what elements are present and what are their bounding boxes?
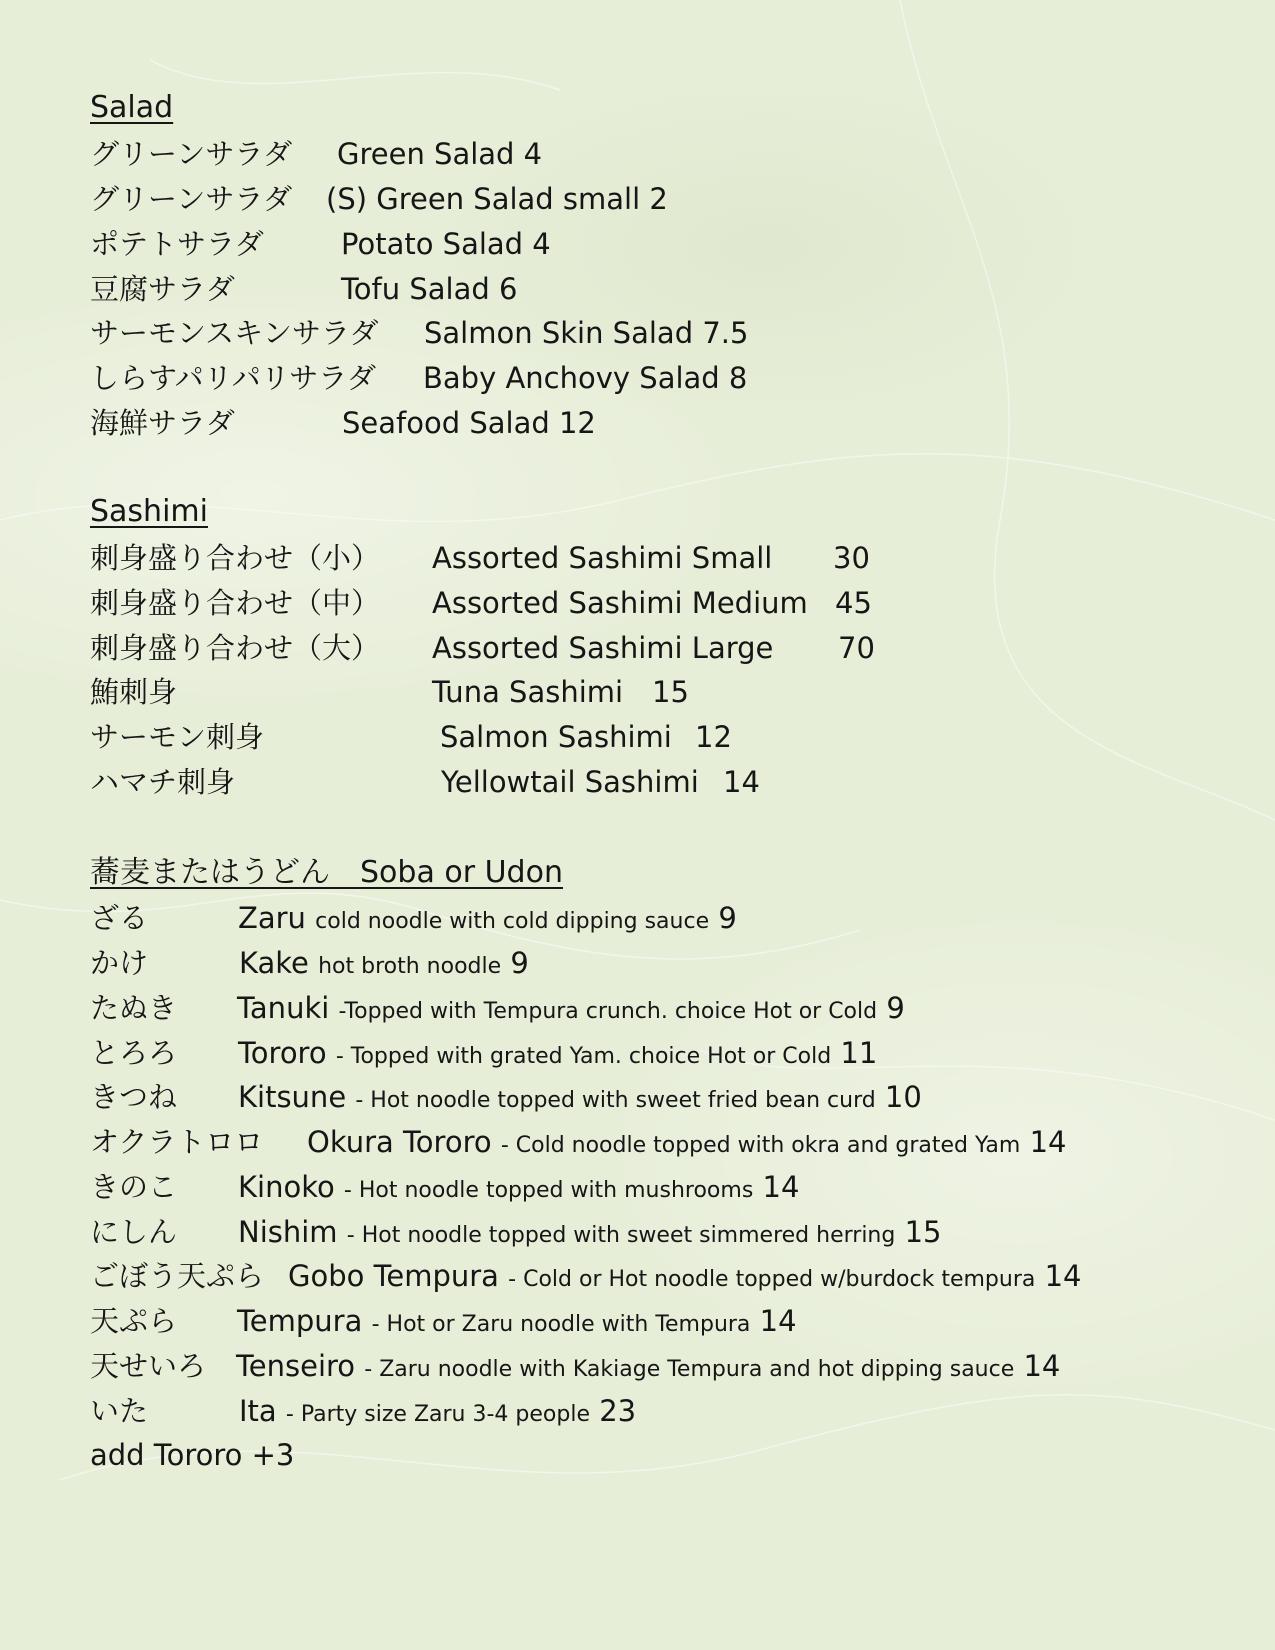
salad-item-en: Salmon Skin Salad 7.5 <box>424 316 749 350</box>
sashimi-item-price: 45 <box>835 586 872 620</box>
salad-item-ja: 海鮮サラダ <box>90 406 235 440</box>
salad-item-ja: 豆腐サラダ <box>90 272 235 306</box>
noodle-item-desc: - Cold or Hot noodle topped w/burdock tempura <box>508 1267 1036 1292</box>
sashimi-item-ja: 鮪刺身 <box>90 675 178 709</box>
noodle-item-ja: とろろ <box>90 1036 178 1070</box>
noodle-item-price: 15 <box>904 1215 942 1249</box>
noodle-item-price: 9 <box>510 946 529 980</box>
noodle-item-ja: いた <box>90 1394 149 1428</box>
sashimi-heading: Sashimi <box>90 494 208 529</box>
noodle-item-name: Tempura <box>237 1304 363 1338</box>
noodle-item-price: 11 <box>840 1036 878 1070</box>
sashimi-item-ja: ハマチ刺身 <box>90 765 236 799</box>
noodle-item-name: Okura Tororo <box>307 1125 492 1159</box>
noodle-item-ja: にしん <box>90 1215 178 1249</box>
noodle-item-desc: - Party size Zaru 3-4 people <box>285 1402 590 1427</box>
noodle-item-price: 14 <box>762 1170 800 1204</box>
salad-item-ja: しらすパリパリサラダ <box>90 361 376 395</box>
sashimi-item-en: Assorted Sashimi Medium <box>432 586 808 620</box>
sashimi-item-ja: 刺身盛り合わせ（小） <box>90 541 381 575</box>
noodle-addon: add Tororo +3 <box>90 1438 295 1472</box>
salad-heading: Salad <box>90 90 174 125</box>
sashimi-item-en: Assorted Sashimi Large <box>432 631 774 665</box>
noodle-item-name: Nishim <box>238 1215 338 1249</box>
noodle-item-name: Zaru <box>238 901 306 935</box>
salad-item-ja: ポテトサラダ <box>90 227 264 261</box>
noodle-item-desc: - Zaru noodle with Kakiage Tempura and hot dipping sauce <box>364 1357 1015 1382</box>
sashimi-item-ja: 刺身盛り合わせ（中） <box>90 586 381 620</box>
noodles-heading: 蕎麦またはうどん Soba or Udon <box>90 855 563 890</box>
noodle-item-desc: - Hot noodle topped with mushrooms <box>343 1178 754 1203</box>
noodle-item-desc: - Hot or Zaru noodle with Tempura <box>371 1312 751 1337</box>
noodle-item-ja: オクラトロロ <box>90 1125 264 1159</box>
noodle-item-name: Tenseiro <box>236 1349 356 1383</box>
sashimi-item-en: Salmon Sashimi <box>440 720 672 754</box>
noodle-item-price: 9 <box>718 901 737 935</box>
noodle-item-ja: たぬき <box>90 991 178 1025</box>
sashimi-item-price: 12 <box>695 720 732 754</box>
sashimi-item-price: 30 <box>833 541 870 575</box>
salad-item-en: Seafood Salad 12 <box>342 406 596 440</box>
salad-item-ja: グリーンサラダ <box>90 182 293 216</box>
noodle-item-name: Tanuki <box>237 991 330 1025</box>
noodle-item-price: 14 <box>759 1304 797 1338</box>
sashimi-item-price: 15 <box>652 675 689 709</box>
noodle-item-price: 14 <box>1029 1125 1067 1159</box>
salad-item-en: (S) Green Salad small 2 <box>326 182 668 216</box>
noodle-item-price: 14 <box>1023 1349 1061 1383</box>
noodle-item-desc: - Topped with grated Yam. choice Hot or Cold <box>335 1044 832 1069</box>
salad-item-ja: サーモンスキンサラダ <box>90 316 379 350</box>
salad-item-en: Green Salad 4 <box>337 137 543 171</box>
noodle-item-desc: hot broth noodle <box>318 954 502 979</box>
noodle-item-ja: ごぼう天ぷら <box>90 1259 265 1293</box>
noodle-item-name: Ita <box>239 1394 277 1428</box>
noodle-item-name: Kinoko <box>238 1170 335 1204</box>
noodle-item-price: 23 <box>599 1394 637 1428</box>
noodle-item-name: Gobo Tempura <box>288 1259 499 1293</box>
noodle-item-desc: cold noodle with cold dipping sauce <box>315 909 710 934</box>
sashimi-item-en: Tuna Sashimi <box>432 675 624 709</box>
noodle-item-ja: 天ぷら <box>90 1304 178 1338</box>
salad-item-en: Potato Salad 4 <box>341 227 551 261</box>
sashimi-item-en: Assorted Sashimi Small <box>432 541 773 575</box>
noodle-item-price: 10 <box>884 1080 922 1114</box>
salad-item-en: Baby Anchovy Salad 8 <box>423 361 748 395</box>
noodle-item-price: 9 <box>886 991 905 1025</box>
noodle-item-price: 14 <box>1044 1259 1082 1293</box>
noodle-item-name: Kake <box>239 946 309 980</box>
sashimi-item-ja: 刺身盛り合わせ（大） <box>90 631 381 665</box>
noodle-item-ja: かけ <box>90 946 149 980</box>
noodle-item-desc: - Hot noodle topped with sweet fried bean curd <box>355 1088 876 1113</box>
noodle-item-ja: ざる <box>90 901 149 935</box>
salad-item-en: Tofu Salad 6 <box>341 272 518 306</box>
noodle-item-ja: 天せいろ <box>90 1349 207 1383</box>
noodle-item-name: Kitsune <box>238 1080 347 1114</box>
salad-item-ja: グリーンサラダ <box>90 137 293 171</box>
sashimi-item-en: Yellowtail Sashimi <box>441 765 699 799</box>
sashimi-item-price: 70 <box>838 631 875 665</box>
noodle-item-desc: - Hot noodle topped with sweet simmered herring <box>346 1223 896 1248</box>
noodle-item-desc: -Topped with Tempura crunch. choice Hot or Cold <box>338 999 878 1024</box>
sashimi-item-ja: サーモン刺身 <box>90 720 265 754</box>
sashimi-item-price: 14 <box>723 765 760 799</box>
noodle-item-ja: きつね <box>90 1080 178 1114</box>
noodle-item-name: Tororo <box>238 1036 327 1070</box>
noodle-item-ja: きのこ <box>90 1170 178 1204</box>
noodle-item-desc: - Cold noodle topped with okra and grated Yam <box>500 1133 1021 1158</box>
